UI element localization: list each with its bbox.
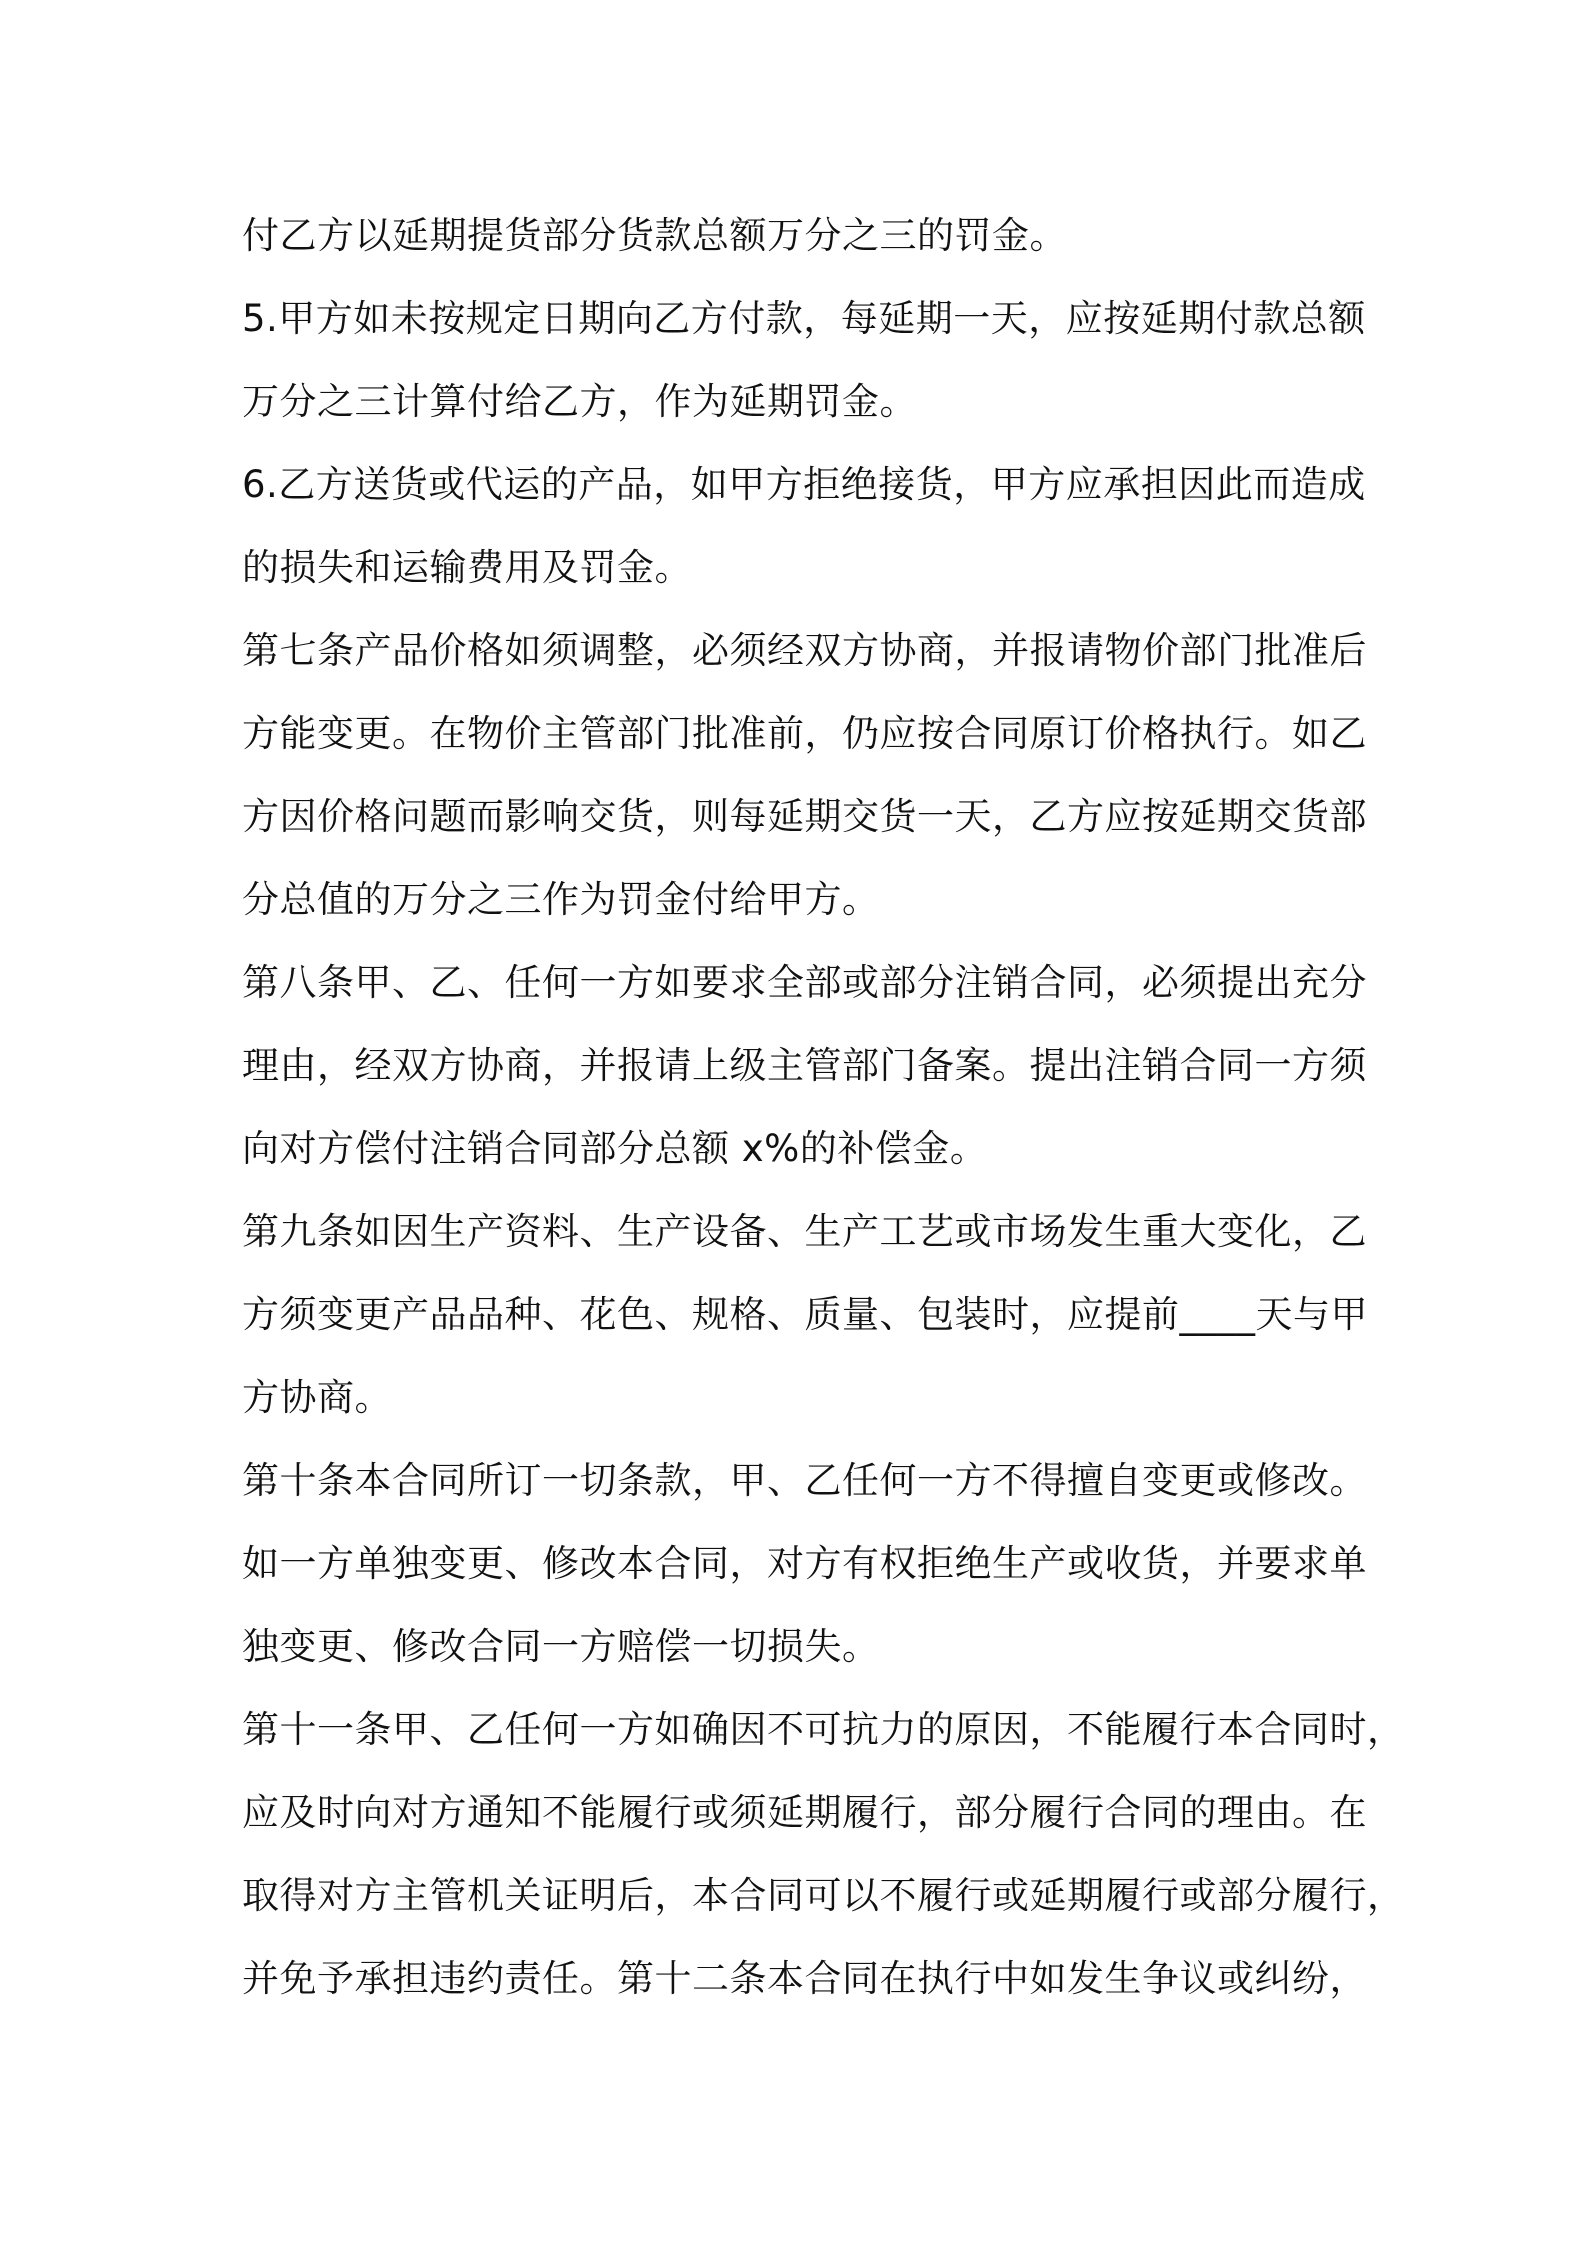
text-line: 5.甲方如未按规定日期向乙方付款，每延期一天，应按延期付款总额	[242, 297, 1366, 340]
text-line: 独变更、修改合同一方赔偿一切损失。	[242, 1625, 880, 1668]
text-line: 第九条如因生产资料、生产设备、生产工艺或市场发生重大变化，乙	[242, 1210, 1367, 1253]
text-line: 第七条产品价格如须调整，必须经双方协商，并报请物价部门批准后	[242, 629, 1367, 672]
text-line: 付乙方以延期提货部分货款总额万分之三的罚金。	[242, 214, 1067, 257]
text-line: 6.乙方送货或代运的产品，如甲方拒绝接货，甲方应承担因此而造成	[242, 463, 1366, 506]
text-line: 第十条本合同所订一切条款，甲、乙任何一方不得擅自变更或修改。	[242, 1459, 1367, 1502]
text-line: 向对方偿付注销合同部分总额 x%的补偿金。	[242, 1127, 988, 1170]
text-line: 方须变更产品品种、花色、规格、质量、包装时，应提前____天与甲	[242, 1293, 1368, 1336]
text-line: 取得对方主管机关证明后，本合同可以不履行或延期履行或部分履行，	[242, 1874, 1405, 1917]
text-line: 并免予承担违约责任。第十二条本合同在执行中如发生争议或纠纷，	[242, 1957, 1367, 2000]
text-line: 方能变更。在物价主管部门批准前，仍应按合同原订价格执行。如乙	[242, 712, 1367, 755]
text-line: 的损失和运输费用及罚金。	[242, 546, 692, 589]
document-body	[242, 194, 1405, 2020]
text-line: 方因价格问题而影响交货，则每延期交货一天，乙方应按延期交货部	[242, 795, 1367, 838]
text-line: 如一方单独变更、修改本合同，对方有权拒绝生产或收货，并要求单	[242, 1542, 1367, 1585]
text-line: 分总值的万分之三作为罚金付给甲方。	[242, 878, 880, 921]
text-line: 方协商。	[242, 1376, 392, 1419]
text-line: 应及时向对方通知不能履行或须延期履行，部分履行合同的理由。在	[242, 1791, 1367, 1834]
text-line: 理由，经双方协商，并报请上级主管部门备案。提出注销合同一方须	[242, 1044, 1367, 1087]
text-line: 第十一条甲、乙任何一方如确因不可抗力的原因，不能履行本合同时，	[242, 1708, 1405, 1751]
text-line: 第八条甲、乙、任何一方如要求全部或部分注销合同，必须提出充分	[242, 961, 1367, 1004]
text-line: 万分之三计算付给乙方，作为延期罚金。	[242, 380, 917, 423]
